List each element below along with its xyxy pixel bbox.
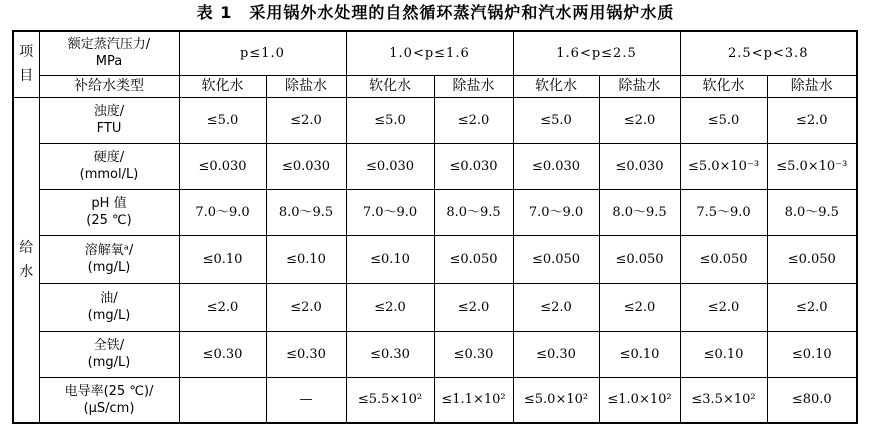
water-type: 软化水 bbox=[346, 75, 434, 97]
value-cell: ≤2.0 bbox=[513, 283, 599, 331]
table-title: 表 1 采用锅外水处理的自然循环蒸汽锅炉和汽水两用锅炉水质 bbox=[196, 3, 675, 22]
pressure-range-2: 1.0<p≤1.6 bbox=[346, 31, 513, 75]
row-label bbox=[39, 143, 179, 189]
value-cell: 7.5～9.0 bbox=[680, 189, 767, 235]
value-cell: 7.0～9.0 bbox=[179, 189, 266, 235]
supply-type-label: 补给水类型 bbox=[39, 75, 179, 97]
table-row bbox=[13, 331, 857, 377]
row-label-unit: (mg/L) bbox=[87, 260, 131, 275]
pressure-range-4: 2.5<p<3.8 bbox=[680, 31, 857, 75]
value-cell: 8.0～9.5 bbox=[599, 189, 680, 235]
value-cell: ≤5.0 bbox=[179, 97, 266, 143]
row-label-name: 油/ bbox=[100, 291, 118, 306]
value-cell: ≤5.0 bbox=[680, 97, 767, 143]
value-cell: ≤1.1×10² bbox=[434, 377, 513, 423]
water-type: 除盐水 bbox=[767, 75, 857, 97]
row-label-name: pH 值 bbox=[91, 196, 127, 211]
table-row bbox=[13, 97, 857, 143]
row-label bbox=[39, 283, 179, 331]
water-type: 除盐水 bbox=[434, 75, 513, 97]
value-cell: ≤0.030 bbox=[434, 143, 513, 189]
value-cell: ≤2.0 bbox=[767, 283, 857, 331]
value-cell: ≤2.0 bbox=[680, 283, 767, 331]
row-label-unit: (μS/cm) bbox=[83, 400, 135, 416]
value-cell: ≤0.050 bbox=[599, 235, 680, 283]
value-cell: ≤0.30 bbox=[434, 331, 513, 377]
row-label-unit: (25 ℃) bbox=[86, 213, 132, 228]
value-cell: ≤0.10 bbox=[346, 235, 434, 283]
row-label-name: 全铁/ bbox=[93, 338, 125, 353]
table-row bbox=[13, 235, 857, 283]
row-label bbox=[39, 331, 179, 377]
water-quality-table bbox=[12, 30, 858, 424]
value-cell: ≤1.0×10² bbox=[599, 377, 680, 423]
value-cell: ≤5.5×10² bbox=[346, 377, 434, 423]
value-cell: ≤5.0×10² bbox=[513, 377, 599, 423]
value-cell bbox=[179, 377, 266, 423]
value-cell: ≤2.0 bbox=[767, 97, 857, 143]
row-label-name: 电导率(25 ℃)/ bbox=[64, 383, 154, 399]
water-type: 软化水 bbox=[179, 75, 266, 97]
value-cell: 8.0～9.5 bbox=[434, 189, 513, 235]
value-cell: ≤2.0 bbox=[266, 97, 346, 143]
value-cell: 7.0～9.0 bbox=[513, 189, 599, 235]
value-cell: ≤3.5×10² bbox=[680, 377, 767, 423]
value-cell: 7.0～9.0 bbox=[346, 189, 434, 235]
pressure-range-3: 1.6<p≤2.5 bbox=[513, 31, 680, 75]
table-row bbox=[13, 143, 857, 189]
water-type: 除盐水 bbox=[266, 75, 346, 97]
value-cell: ≤0.050 bbox=[513, 235, 599, 283]
value-cell: 8.0～9.5 bbox=[266, 189, 346, 235]
value-cell: ≤2.0 bbox=[346, 283, 434, 331]
value-cell: ≤5.0 bbox=[513, 97, 599, 143]
row-label bbox=[39, 235, 179, 283]
value-cell: ≤80.0 bbox=[767, 377, 857, 423]
row-label bbox=[39, 377, 179, 423]
row-label-unit: (mmol/L) bbox=[79, 167, 139, 182]
water-type: 除盐水 bbox=[599, 75, 680, 97]
section-label-item: 项 目 bbox=[13, 31, 39, 97]
pressure-range-1: p≤1.0 bbox=[179, 31, 346, 75]
value-cell: ≤0.030 bbox=[513, 143, 599, 189]
value-cell: ≤2.0 bbox=[434, 97, 513, 143]
table-row bbox=[13, 189, 857, 235]
header-row-water-type bbox=[13, 75, 857, 97]
value-cell: ≤5.0 bbox=[346, 97, 434, 143]
value-cell: ≤2.0 bbox=[266, 283, 346, 331]
value-cell: ≤5.0×10⁻³ bbox=[680, 143, 767, 189]
value-cell: ≤0.30 bbox=[513, 331, 599, 377]
value-cell: ≤0.10 bbox=[680, 331, 767, 377]
value-cell: ≤0.10 bbox=[179, 235, 266, 283]
value-cell: ≤0.030 bbox=[266, 143, 346, 189]
value-cell: ≤2.0 bbox=[599, 283, 680, 331]
value-cell: ≤0.050 bbox=[434, 235, 513, 283]
row-label bbox=[39, 97, 179, 143]
row-label-unit: FTU bbox=[96, 121, 122, 136]
pressure-label: 额定蒸汽压力/ MPa bbox=[39, 31, 179, 75]
value-cell: ≤0.10 bbox=[767, 331, 857, 377]
value-cell: ≤0.030 bbox=[346, 143, 434, 189]
value-cell: ≤0.30 bbox=[266, 331, 346, 377]
row-label-unit: (mg/L) bbox=[87, 308, 131, 323]
table-row bbox=[13, 283, 857, 331]
value-cell: ≤0.030 bbox=[599, 143, 680, 189]
value-cell: ≤0.10 bbox=[266, 235, 346, 283]
row-label-name: 硬度/ bbox=[93, 150, 125, 165]
table-row bbox=[13, 377, 857, 423]
row-label-name: 浊度/ bbox=[93, 104, 125, 119]
value-cell: ≤0.030 bbox=[179, 143, 266, 189]
value-cell: ≤2.0 bbox=[599, 97, 680, 143]
value-cell: — bbox=[266, 377, 346, 423]
header-row-pressure bbox=[13, 31, 857, 75]
row-label bbox=[39, 189, 179, 235]
water-type: 软化水 bbox=[513, 75, 599, 97]
value-cell: 8.0～9.5 bbox=[767, 189, 857, 235]
section-label-feedwater: 给 水 bbox=[13, 97, 39, 423]
value-cell: ≤0.30 bbox=[346, 331, 434, 377]
value-cell: ≤2.0 bbox=[434, 283, 513, 331]
value-cell: ≤5.0×10⁻³ bbox=[767, 143, 857, 189]
value-cell: ≤0.050 bbox=[767, 235, 857, 283]
value-cell: ≤0.30 bbox=[179, 331, 266, 377]
value-cell: ≤2.0 bbox=[179, 283, 266, 331]
water-type: 软化水 bbox=[680, 75, 767, 97]
row-label-unit: (mg/L) bbox=[87, 355, 131, 370]
value-cell: ≤0.050 bbox=[680, 235, 767, 283]
row-label-name: 溶解氧ᵃ/ bbox=[84, 243, 134, 258]
value-cell: ≤0.10 bbox=[599, 331, 680, 377]
